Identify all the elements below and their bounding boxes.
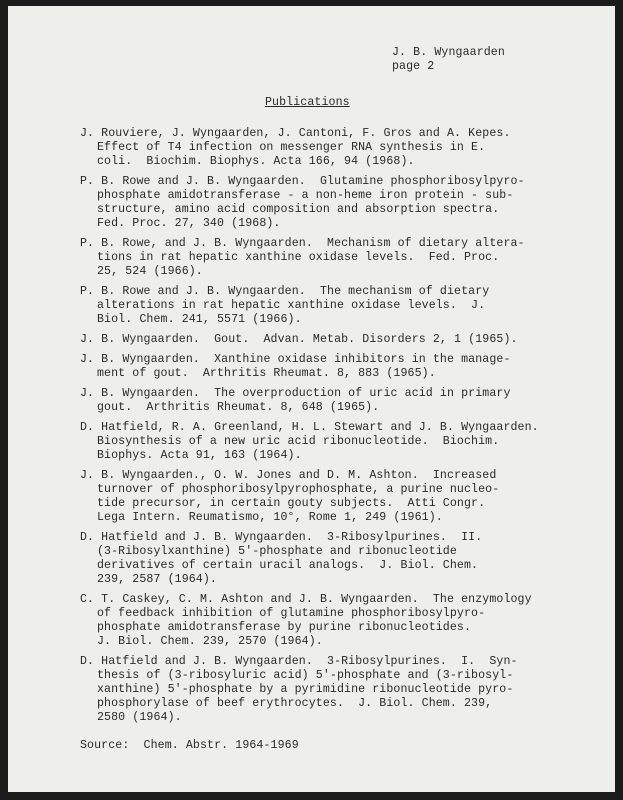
citation-line: 25, 524 (1966).: [97, 265, 203, 278]
citation-line: P. B. Rowe, and J. B. Wyngaarden. Mechanism of dietary altera-: [80, 237, 525, 250]
citation-line: structure, amino acid composition and absorption spectra.: [97, 203, 500, 216]
citation-line: tide precursor, in certain gouty subjects. Atti Congr.: [97, 497, 486, 510]
citation-line: coli. Biochim. Biophys. Acta 166, 94 (1968).: [97, 155, 415, 168]
citation-line: Fed. Proc. 27, 340 (1968).: [97, 217, 281, 230]
citation-line: phosphorylase of beef erythrocytes. J. Biol. Chem. 239,: [97, 697, 493, 710]
citation-line: turnover of phosphoribosylpyrophosphate, a purine nucleo-: [97, 483, 500, 496]
publication-entry: [80, 127, 600, 169]
publication-entry: [80, 469, 600, 525]
publication-entry: [80, 353, 600, 381]
citation-line: J. B. Wyngaarden., O. W. Jones and D. M. Ashton. Increased: [80, 469, 497, 482]
citation-line: phosphate amidotransferase by purine ribonucleotides.: [97, 621, 472, 634]
citation-line: phosphate amidotransferase - a non-heme iron protein - sub-: [97, 189, 514, 202]
citation-line: 2580 (1964).: [97, 711, 182, 724]
publication-entry: [80, 175, 600, 231]
page-body: [80, 127, 600, 753]
publication-entry: [80, 593, 600, 649]
publication-entry: [80, 285, 600, 327]
citation-line: thesis of (3-ribosyluric acid) 5'-phosphate and (3-ribosyl-: [97, 669, 514, 682]
author-name: J. B. Wyngaarden: [392, 46, 505, 59]
publication-entry: [80, 655, 600, 725]
source-note: Source: Chem. Abstr. 1964-1969: [80, 739, 299, 752]
citation-line: Biol. Chem. 241, 5571 (1966).: [97, 313, 302, 326]
citation-line: Biophys. Acta 91, 163 (1964).: [97, 449, 302, 462]
citation-line: of feedback inhibition of glutamine phosphoribosylpyro-: [97, 607, 486, 620]
citation-line: derivatives of certain uracil analogs. J. Biol. Chem.: [97, 559, 479, 572]
citation-line: J. B. Wyngaarden. Gout. Advan. Metab. Disorders 2, 1 (1965).: [80, 333, 518, 346]
document-page: [8, 6, 615, 792]
section-title: Publications: [265, 96, 350, 109]
publication-entry: [80, 531, 600, 587]
citation-line: Lega Intern. Reumatismo, 10°, Rome 1, 249 (1961).: [97, 511, 443, 524]
page-header: [392, 46, 505, 74]
citation-line: xanthine) 5'-phosphate by a pyrimidine ribonucleotide pyro-: [97, 683, 514, 696]
publication-list: [80, 127, 600, 725]
citation-line: J. B. Wyngaarden. The overproduction of uric acid in primary: [80, 387, 511, 400]
citation-line: gout. Arthritis Rheumat. 8, 648 (1965).: [97, 401, 380, 414]
citation-line: J. Rouviere, J. Wyngaarden, J. Cantoni, F. Gros and A. Kepes.: [80, 127, 511, 140]
citation-line: ment of gout. Arthritis Rheumat. 8, 883 (1965).: [97, 367, 436, 380]
publication-entry: [80, 421, 600, 463]
citation-line: C. T. Caskey, C. M. Ashton and J. B. Wyngaarden. The enzymology: [80, 593, 532, 606]
publication-entry: [80, 387, 600, 415]
citation-line: P. B. Rowe and J. B. Wyngaarden. The mechanism of dietary: [80, 285, 490, 298]
publication-entry: [80, 333, 600, 347]
citation-line: P. B. Rowe and J. B. Wyngaarden. Glutamine phosphoribosylpyro-: [80, 175, 525, 188]
citation-line: J. B. Wyngaarden. Xanthine oxidase inhibitors in the manage-: [80, 353, 511, 366]
citation-line: (3-Ribosylxanthine) 5'-phosphate and ribonucleotide: [97, 545, 457, 558]
page-number: page 2: [392, 60, 435, 73]
citation-line: Biosynthesis of a new uric acid ribonucleotide. Biochim.: [97, 435, 500, 448]
citation-line: D. Hatfield, R. A. Greenland, H. L. Stewart and J. B. Wyngaarden.: [80, 421, 539, 434]
citation-line: alterations in rat hepatic xanthine oxidase levels. J.: [97, 299, 486, 312]
publication-entry: [80, 237, 600, 279]
citation-line: tions in rat hepatic xanthine oxidase levels. Fed. Proc.: [97, 251, 500, 264]
citation-line: J. Biol. Chem. 239, 2570 (1964).: [97, 635, 323, 648]
citation-line: D. Hatfield and J. B. Wyngaarden. 3-Ribosylpurines. II.: [80, 531, 483, 544]
citation-line: 239, 2587 (1964).: [97, 573, 217, 586]
citation-line: D. Hatfield and J. B. Wyngaarden. 3-Ribosylpurines. I. Syn-: [80, 655, 518, 668]
citation-line: Effect of T4 infection on messenger RNA synthesis in E.: [97, 141, 486, 154]
